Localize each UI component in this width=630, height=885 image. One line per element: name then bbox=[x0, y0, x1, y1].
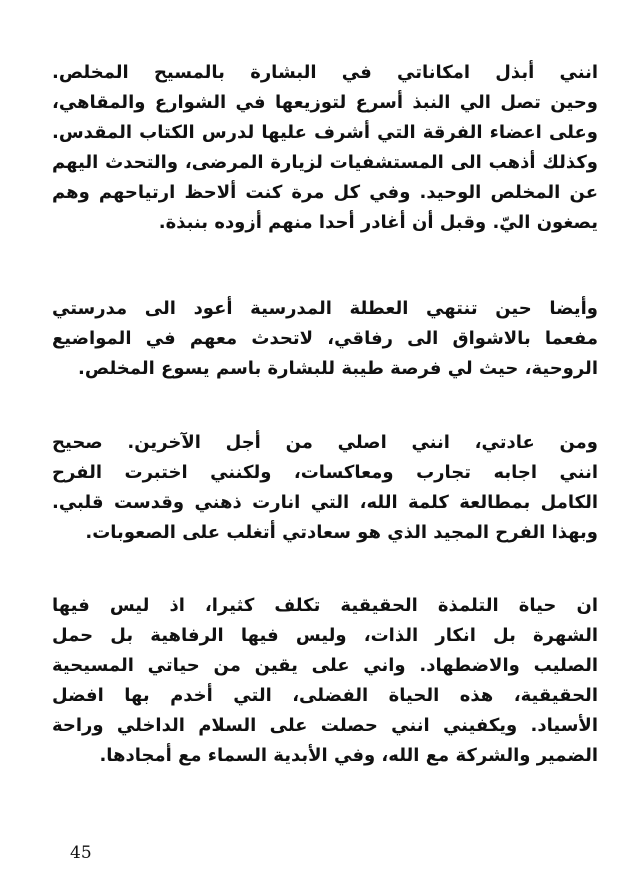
text-line: عن المخلص الوحيد. وفي كل مرة كنت ألاحظ ارتياحهم وهم bbox=[52, 182, 598, 203]
text-line: وعلى اعضاء الفرقة التي أشرف عليها لدرس الكتاب المقدس. bbox=[52, 122, 598, 143]
text-line: الصليب والاضطهاد. واني على يقين من حياتي المسيحية bbox=[52, 655, 598, 676]
paragraph-3 bbox=[52, 428, 598, 548]
body-text bbox=[52, 58, 598, 766]
text-line: ومن عادتي، انني اصلي من أجل الآخرين. صحيح bbox=[52, 432, 598, 453]
paragraph-2 bbox=[52, 294, 598, 384]
text-line: الأسياد. ويكفيني انني حصلت على السلام الداخلي وراحة bbox=[52, 715, 598, 736]
text-line: وكذلك أذهب الى المستشفيات لزيارة المرضى، والتحدث اليهم bbox=[52, 152, 598, 173]
paragraph-4 bbox=[52, 591, 598, 771]
text-line: وحين تصل الي النبذ أسرع لتوزيعها في الشوارع والمقاهي، bbox=[52, 92, 598, 113]
text-line: وبهذا الفرح المجيد الذي هو سعادتي أتغلب على الصعوبات. bbox=[85, 522, 598, 543]
text-line: يصغون اليّ. وقبل أن أغادر أحدا منهم أزوده بنبذة. bbox=[158, 212, 598, 233]
text-line: مفعما بالاشواق الى رفاقي، لاتحدث معهم في المواضيع bbox=[52, 328, 598, 349]
text-line: الشهرة بل انكار الذات، وليس فيها الرفاهية بل حمل bbox=[52, 625, 598, 646]
text-line: انني اجابه تجارب ومعاكسات، ولكنني اختبرت الفرح bbox=[52, 462, 598, 483]
text-line: الروحية، حيث لي فرصة طيبة للبشارة باسم يسوع المخلص. bbox=[78, 358, 598, 379]
text-line: الضمير والشركة مع الله، وفي الأبدية السماء مع أمجادها. bbox=[99, 745, 598, 766]
page-number: 45 bbox=[70, 843, 92, 863]
text-line: وأيضا حين تنتهي العطلة المدرسية أعود الى مدرستي bbox=[52, 298, 598, 319]
text-line: ان حياة التلمذة الحقيقية تكلف كثيرا، اذ ليس فيها bbox=[52, 595, 598, 616]
paragraph-1 bbox=[52, 58, 598, 238]
text-line: الحقيقية، هذه الحياة الفضلى، التي أخدم بها افضل bbox=[52, 685, 598, 706]
text-line: الكامل بمطالعة كلمة الله، التي انارت ذهني وقدست قلبي. bbox=[52, 492, 598, 513]
text-line: انني أبذل امكاناتي في البشارة بالمسيح المخلص. bbox=[52, 62, 598, 83]
